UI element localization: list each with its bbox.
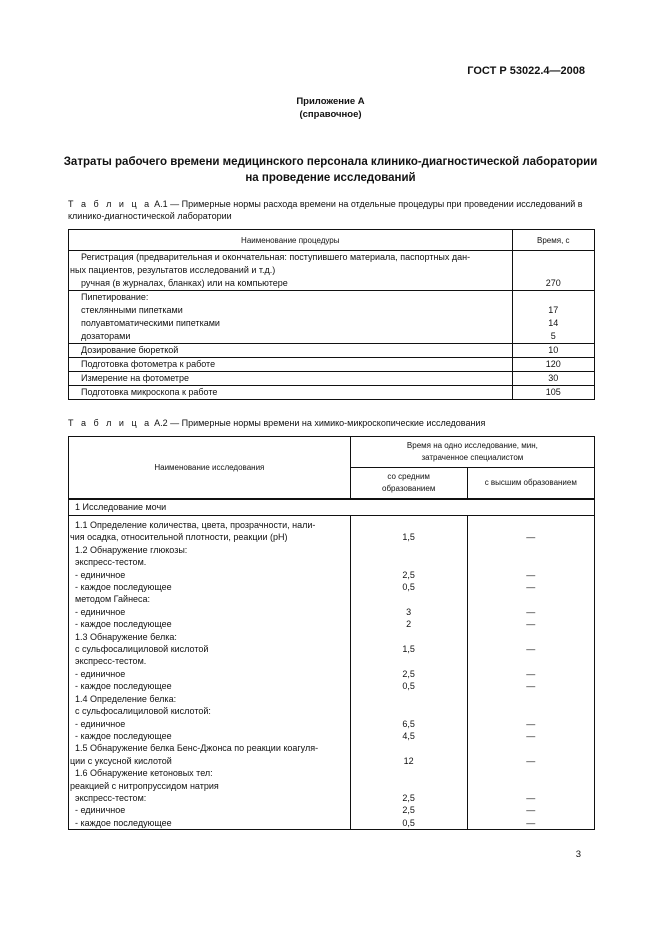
table-a1 [68, 229, 595, 400]
table-row [69, 718, 595, 730]
value-secondary-education [350, 780, 467, 792]
value-higher-education: — [467, 569, 594, 581]
study-name: с сульфосалициловой кислотой: [69, 705, 351, 717]
study-name: 1.6 Обнаружение кетоновых тел: [69, 767, 351, 779]
study-name: реакцией с нитропруссидом натрия [69, 780, 351, 792]
value-secondary-education [350, 631, 467, 643]
time-cell [512, 358, 594, 372]
table-row [69, 606, 595, 618]
table-row [69, 251, 595, 291]
procedure-cell [69, 386, 513, 400]
value-secondary-education [350, 705, 467, 717]
study-name: 1.2 Обнаружение глюкозы: [69, 544, 351, 556]
column-group-header: Время на одно исследование, мин, затраченное специалистом [350, 437, 594, 468]
table-row [69, 693, 595, 705]
value-secondary-education [350, 742, 467, 754]
table-row [69, 792, 595, 804]
table-row [69, 344, 595, 358]
table-row [69, 817, 595, 830]
table-row [69, 631, 595, 643]
table2-caption [68, 417, 598, 429]
procedure-line: полуавтоматическими пипетками [81, 318, 220, 328]
value-higher-education: — [467, 680, 594, 692]
value-higher-education: — [467, 643, 594, 655]
column-header: Наименование исследования [69, 437, 351, 500]
procedure-cell [69, 344, 513, 358]
value-higher-education: — [467, 730, 594, 742]
value-higher-education: — [467, 581, 594, 593]
table-row [69, 755, 595, 767]
value-higher-education [467, 593, 594, 605]
time-cell [512, 344, 594, 358]
table-row [69, 668, 595, 680]
procedure-line: Дозирование бюреткой [81, 345, 179, 355]
value-higher-education: — [467, 606, 594, 618]
appendix-note: (справочное) [299, 109, 362, 120]
study-name: - единичное [69, 668, 351, 680]
value-secondary-education: 3 [350, 606, 467, 618]
value-higher-education [467, 780, 594, 792]
study-name: 1.3 Обнаружение белка: [69, 631, 351, 643]
time-value [513, 264, 594, 277]
section-title-line: Затраты рабочего времени медицинского персонала клинико-диагностической лаборатории [63, 156, 598, 168]
procedure-cell [69, 291, 513, 344]
time-value: 17 [548, 305, 559, 315]
page-number: 3 [575, 849, 581, 860]
procedure-cell [69, 251, 513, 291]
study-name: ции с уксусной кислотой [69, 755, 351, 767]
column-header: с высшим образованием [467, 468, 594, 500]
table-row [69, 655, 595, 667]
value-secondary-education: 0,5 [350, 680, 467, 692]
value-secondary-education: 0,5 [350, 581, 467, 593]
study-name: - единичное [69, 804, 351, 816]
study-name: 1.1 Определение количества, цвета, прозрачности, нали- [69, 516, 351, 532]
procedure-line: Регистрация (предварительная и окончательная: поступившего материала, паспортных дан- [81, 252, 471, 262]
table-row [69, 556, 595, 568]
study-name: с сульфосалициловой кислотой [69, 643, 351, 655]
value-secondary-education: 6,5 [350, 718, 467, 730]
time-value: 270 [545, 278, 561, 288]
table-row [69, 544, 595, 556]
value-secondary-education [350, 655, 467, 667]
procedure-cell [69, 372, 513, 386]
time-value: 120 [545, 359, 561, 369]
value-secondary-education [350, 767, 467, 779]
procedure-line: ручная (в журналах, бланках) или на компьютере [81, 278, 288, 288]
value-secondary-education: 12 [350, 755, 467, 767]
value-higher-education [467, 655, 594, 667]
appendix-title: Приложение А [296, 96, 365, 107]
section-title [0, 154, 661, 186]
table-row [69, 531, 595, 543]
value-secondary-education [350, 593, 467, 605]
time-cell [512, 386, 594, 400]
value-secondary-education: 2,5 [350, 804, 467, 816]
value-secondary-education [350, 693, 467, 705]
procedure-cell [69, 358, 513, 372]
value-higher-education: — [467, 755, 594, 767]
table-row [69, 581, 595, 593]
study-name: 1.4 Определение белка: [69, 693, 351, 705]
caption-text: А.1 — Примерные нормы расхода времени на отдельные процедуры при проведении исследований в [151, 199, 583, 209]
table-label: Т а б л и ц а [68, 418, 152, 428]
value-higher-education [467, 767, 594, 779]
value-higher-education [467, 516, 594, 532]
table-row [69, 804, 595, 816]
table-row [69, 705, 595, 717]
column-header: Время, с [512, 230, 594, 251]
table-row [69, 767, 595, 779]
value-secondary-education: 2,5 [350, 569, 467, 581]
study-name: - единичное [69, 606, 351, 618]
time-value: 14 [548, 318, 559, 328]
table-row [69, 516, 595, 532]
value-higher-education [467, 556, 594, 568]
study-name: экспресс-тестом: [69, 792, 351, 804]
time-cell [512, 251, 594, 291]
table-row [69, 643, 595, 655]
value-higher-education: — [467, 531, 594, 543]
study-name: 1.5 Обнаружение белка Бенс-Джонса по реакции коагуля- [69, 742, 351, 754]
document-id: ГОСТ Р 53022.4—2008 [467, 65, 585, 77]
value-secondary-education [350, 556, 467, 568]
value-secondary-education: 2 [350, 618, 467, 630]
value-higher-education: — [467, 792, 594, 804]
study-name: - каждое последующее [69, 581, 351, 593]
value-higher-education: — [467, 668, 594, 680]
value-higher-education: — [467, 804, 594, 816]
study-name: - единичное [69, 718, 351, 730]
value-secondary-education: 1,5 [350, 643, 467, 655]
value-secondary-education: 0,5 [350, 817, 467, 830]
procedure-line: Подготовка микроскопа к работе [81, 387, 218, 397]
table-row [69, 358, 595, 372]
value-higher-education: — [467, 817, 594, 830]
value-secondary-education: 2,5 [350, 668, 467, 680]
study-name: - каждое последующее [69, 817, 351, 830]
procedure-line: Измерение на фотометре [81, 373, 190, 383]
study-name: чия осадка, относительной плотности, реакции (pH) [69, 531, 351, 543]
time-value: 10 [548, 345, 559, 355]
study-name: экспресс-тестом. [69, 655, 351, 667]
table-row [69, 730, 595, 742]
value-higher-education [467, 742, 594, 754]
column-header: со средним образованием [350, 468, 467, 500]
value-secondary-education: 2,5 [350, 792, 467, 804]
time-value [513, 291, 594, 304]
value-secondary-education: 1,5 [350, 531, 467, 543]
value-higher-education [467, 693, 594, 705]
table-row [69, 680, 595, 692]
value-higher-education [467, 631, 594, 643]
time-value [513, 251, 594, 264]
table-row [69, 742, 595, 754]
procedure-line: стеклянными пипетками [81, 305, 183, 315]
table-row [69, 569, 595, 581]
procedure-line: дозаторами [81, 331, 131, 341]
value-secondary-education: 4,5 [350, 730, 467, 742]
study-name: - единичное [69, 569, 351, 581]
caption-text: А.2 — Примерные нормы времени на химико-микроскопические исследования [151, 418, 486, 428]
study-name: - каждое последующее [69, 730, 351, 742]
table-row [69, 372, 595, 386]
value-higher-education: — [467, 718, 594, 730]
time-cell [512, 372, 594, 386]
table-row [69, 386, 595, 400]
table1-caption [68, 198, 598, 222]
study-name: методом Гайнеса: [69, 593, 351, 605]
time-value: 105 [545, 387, 561, 397]
value-higher-education: — [467, 618, 594, 630]
caption-text: клинико-диагностической лаборатории [68, 211, 232, 221]
study-name: - каждое последующее [69, 680, 351, 692]
study-name: экспресс-тестом. [69, 556, 351, 568]
time-cell [512, 291, 594, 344]
column-header: Наименование процедуры [69, 230, 513, 251]
time-value: 5 [550, 331, 556, 341]
time-value: 30 [548, 373, 559, 383]
value-secondary-education [350, 544, 467, 556]
procedure-line: Подготовка фотометра к работе [81, 359, 216, 369]
table-row [69, 618, 595, 630]
value-higher-education [467, 705, 594, 717]
value-higher-education [467, 544, 594, 556]
value-secondary-education [350, 516, 467, 532]
table-label: Т а б л и ц а [68, 199, 152, 209]
procedure-line: ных пациентов, результатов исследований и т.д.) [70, 265, 276, 275]
section-row: 1 Исследование мочи [69, 499, 595, 516]
study-name: - каждое последующее [69, 618, 351, 630]
section-title-line: на проведение исследований [245, 172, 416, 184]
table-a2 [68, 436, 595, 830]
table-row [69, 593, 595, 605]
procedure-line: Пипетирование: [81, 292, 149, 302]
table-row [69, 291, 595, 344]
table-row [69, 780, 595, 792]
